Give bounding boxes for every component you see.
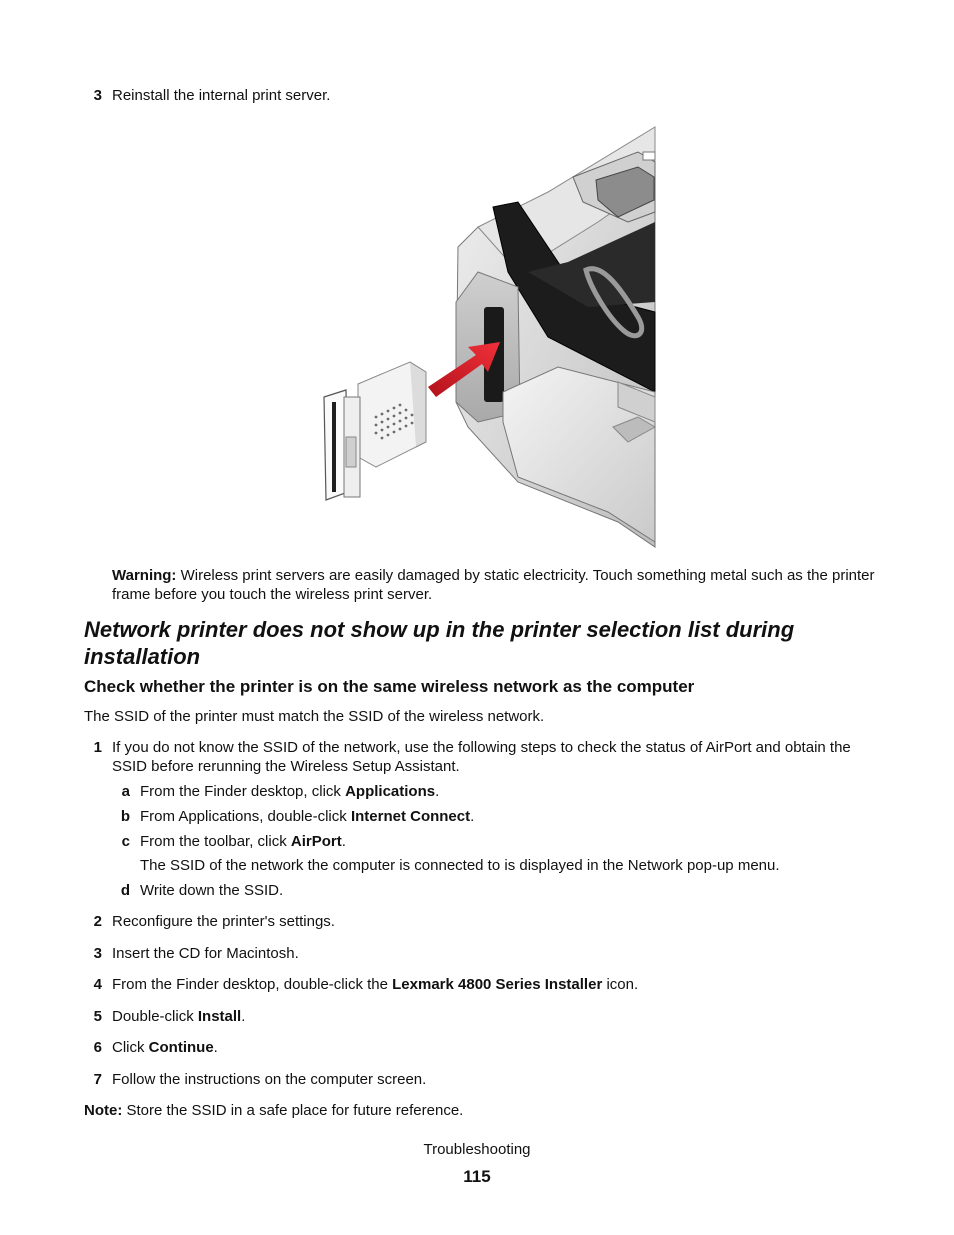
section-title: Network printer does not show up in the printer selection list during installation [84,617,795,669]
subsection-title: Check whether the printer is on the same wireless network as the computer [84,677,695,696]
substep-letter: d [120,882,130,899]
step-number: 5 [93,1008,102,1025]
substep-text: From the Finder desktop, click Applications. [140,783,440,800]
page-number: 115 [463,1167,491,1186]
substep-letter: c [121,833,130,850]
step-text: Reinstall the internal print server. [112,87,331,104]
print-server-illustration [318,122,658,554]
step-number: 4 [93,976,102,993]
note-body: Store the SSID in a safe place for future reference. [122,1102,464,1119]
note-text [84,1101,463,1120]
step-number: 7 [93,1071,102,1088]
substep-note: The SSID of the network the computer is connected to is displayed in the Network pop-up menu. [140,857,780,874]
step-text: Follow the instructions on the computer screen. [112,1071,427,1088]
step-text: Double-click Install. [112,1008,246,1025]
warning-body: Wireless print servers are easily damaged by static electricity. Touch something metal such as the printer frame before you touch the wireless print server. [112,567,875,603]
substep-letter: a [121,783,130,800]
step-number: 1 [93,739,102,756]
step-number: 3 [93,945,102,962]
note-label: Note: [84,1102,123,1119]
step-text: From the Finder desktop, double-click the Lexmark 4800 Series Installer icon. [112,976,639,993]
step-number: 6 [93,1039,102,1056]
intro-paragraph: The SSID of the printer must match the SSID of the wireless network. [84,708,545,725]
footer-section: Troubleshooting [423,1141,531,1158]
step-text: Reconfigure the printer's settings. [112,913,335,930]
substep-text: From Applications, double-click Internet Connect. [140,808,475,825]
substep-text: From the toolbar, click AirPort. [140,833,346,850]
step-number: 3 [93,87,102,104]
substep-text: Write down the SSID. [140,882,284,899]
step-text: If you do not know the SSID of the network, use the following steps to check the status of AirPort and obtain the SSID before rerunning the Wireless Setup Assistant. [112,739,851,775]
step-number: 2 [93,913,102,930]
warning-text [112,566,882,604]
warning-label: Warning: [112,567,177,584]
step-text: Click Continue. [112,1039,218,1056]
step-text: Insert the CD for Macintosh. [112,945,299,962]
substep-letter: b [120,808,130,825]
